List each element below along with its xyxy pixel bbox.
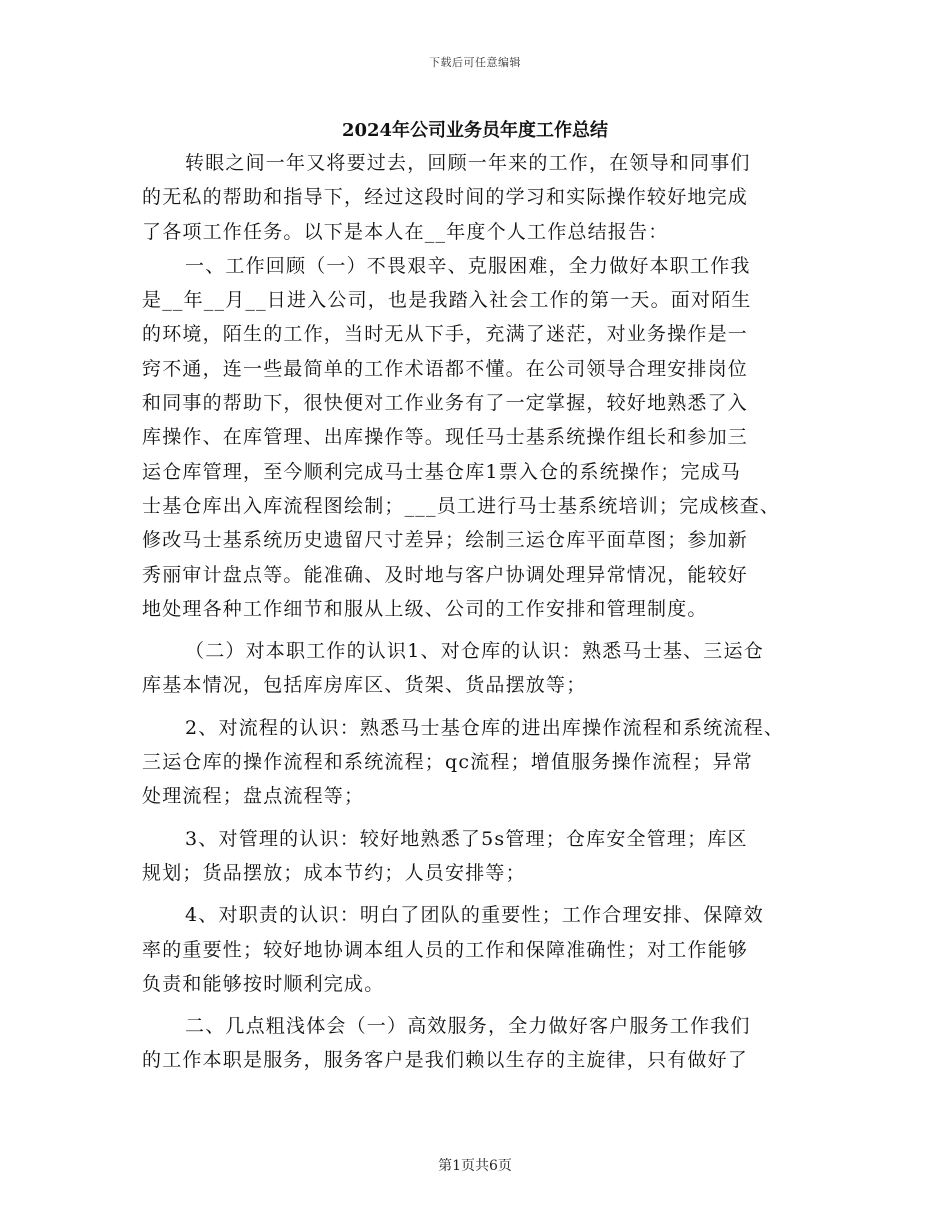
text-line: 二、几点粗浅体会（一）高效服务，全力做好客户服务工作我们	[185, 1015, 751, 1038]
text-line: 秀丽审计盘点等。能准确、及时地与客户协调处理异常情况，能较好	[142, 563, 749, 586]
paragraph-gap	[142, 703, 842, 711]
text-line: 是__年__月__日进入公司，也是我踏入社会工作的第一天。面对陌生	[142, 289, 752, 312]
document-title: 2024年公司业务员年度工作总结	[341, 120, 609, 141]
text-line: 窍不通，连一些最简单的工作术语都不懂。在公司领导合理安排岗位	[142, 357, 749, 380]
text-line: 三运仓库的操作流程和系统流程；qc流程；增值服务操作流程；异常	[142, 751, 754, 774]
text-line: 一、工作回顾（一）不畏艰辛、克服困难，全力做好本职工作我	[185, 254, 751, 277]
text-line: 士基仓库出入库流程图绘制；___员工进行马士基系统培训；完成核查、	[142, 494, 781, 517]
text-line: 和同事的帮助下，很快便对工作业务有了一定掌握，较好地熟悉了入	[142, 392, 749, 415]
text-line: 的环境，陌生的工作，当时无从下手，充满了迷茫，对业务操作是一	[142, 323, 749, 346]
text-line: 3、对管理的认识：较好地熟悉了5s管理；仓库安全管理；库区	[185, 827, 748, 850]
document-body	[142, 146, 842, 1078]
paragraph-gap	[142, 814, 842, 822]
text-line: 负责和能够按时顺利完成。	[142, 972, 385, 995]
text-line: 修改马士基系统历史遗留尺寸差异；绘制三运仓库平面草图；参加新	[142, 529, 749, 552]
text-line: 率的重要性；较好地协调本组人员的工作和保障准确性；对工作能够	[142, 938, 749, 961]
text-line: 了各项工作任务。以下是本人在__年度个人工作总结报告：	[142, 220, 669, 243]
header-note: 下载后可任意编辑	[429, 56, 521, 69]
text-line: 2、对流程的认识：熟悉马士基仓库的进出库操作流程和系统流程、	[185, 716, 785, 739]
text-line: 的无私的帮助和指导下，经过这段时间的学习和实际操作较好地完成	[142, 186, 749, 209]
text-line: 运仓库管理，至今顺利完成马士基仓库1票入仓的系统操作；完成马	[142, 460, 742, 483]
text-line: 规划；货品摆放；成本节约；人员安排等；	[142, 861, 526, 884]
text-line: 转眼之间一年又将要过去，回顾一年来的工作，在领导和同事们	[185, 152, 751, 174]
paragraph-gap	[142, 626, 842, 634]
text-line: 处理流程；盘点流程等；	[142, 785, 365, 808]
text-line: 库基本情况，包括库房库区、货架、货品摆放等；	[142, 674, 587, 697]
text-line: （二）对本职工作的认识1、对仓库的认识：熟悉马士基、三运仓	[185, 640, 764, 663]
text-line: 库操作、在库管理、出库操作等。现任马士基系统操作组长和参加三	[142, 426, 749, 449]
page-number: 第1页共6页	[438, 1158, 512, 1174]
text-line: 4、对职责的认识：明白了团队的重要性；工作合理安排、保障效	[185, 904, 764, 927]
text-line: 的工作本职是服务，服务客户是我们赖以生存的主旋律，只有做好了	[142, 1049, 749, 1072]
paragraph-gap	[142, 890, 842, 898]
text-line: 地处理各种工作细节和服从上级、公司的工作安排和管理制度。	[142, 597, 708, 620]
paragraph-gap	[142, 1001, 842, 1009]
